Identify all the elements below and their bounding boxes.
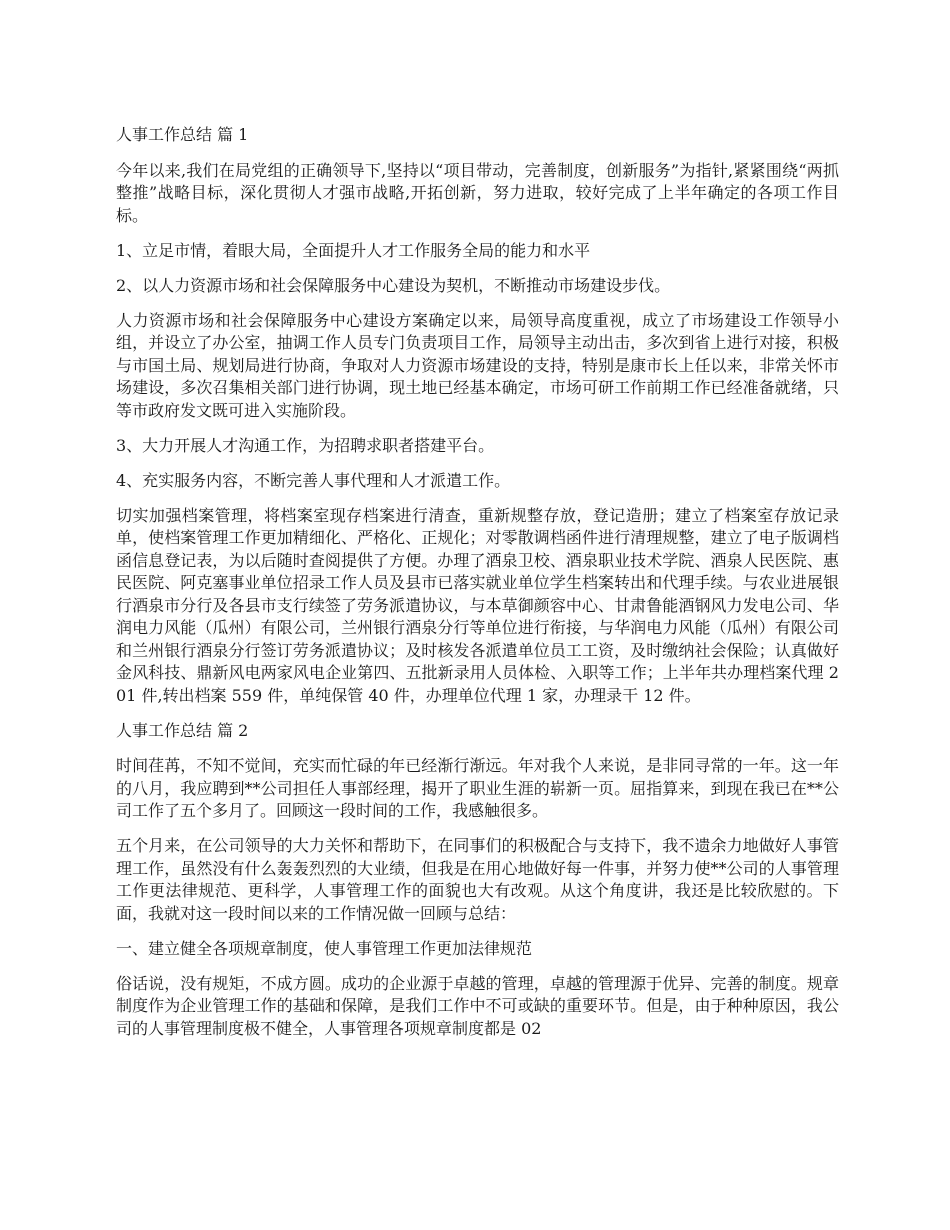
- section-2-item-1: 一、建立健全各项规章制度，使人事管理工作更加法律规范: [116, 938, 533, 958]
- section-1-item-1: 1、立足市情，着眼大局，全面提升人才工作服务全局的能力和水平: [116, 240, 591, 260]
- section-1-archive-paragraph: 切实加强档案管理，将档案室现存档案进行清查，重新规整存放，登记造册；建立了档案室存放记录单，使档案管理工作更加精细化、严格化、正规化；对零散调档函件进行清理规整，建立了电子版调档函信息登记表，为以后随时查阅提供了方便。办理了酒泉卫校、酒泉职业技术学院、酒泉人民医院、惠民医院、阿克塞事业单位招录工作人员及县市已落实就业单位学生档案转出和代理手续。与农业进展银行酒泉市分行及各县市支行续签了劳务派遣协议，与本草御颜容中心、甘肃鲁能酒钢风力发电公司、华润电力风能（瓜州）有限公司，兰州银行酒泉分行等单位进行衔接，与华润电力风能（瓜州）有限公司和兰州银行酒泉分行签订劳务派遣协议；及时核发各派遣单位员工工资，及时缴纳社会保险；认真做好金风科技、鼎新风电两家风电企业第四、五批新录用人员体检、入职等工作；上半年共办理档案代理 201 件,转出档案 559 件，单纯保管 40 件，办理单位代理 1 家，办理录干 12 件。: [116, 505, 839, 705]
- section-2-rules-paragraph: 俗话说，没有规矩，不成方圆。成功的企业源于卓越的管理，卓越的管理源于优异、完善的制度。规章制度作为企业管理工作的基础和保障，是我们工作中不可或缺的重要环节。但是，由于种种原因，我公司的人事管理制度极不健全，人事管理各项规章制度都是 02: [116, 973, 839, 1038]
- section-2-title: 人事工作总结 篇 2: [116, 720, 249, 740]
- section-1-intro-paragraph: 今年以来,我们在局党组的正确领导下,坚持以“项目带动，完善制度，创新服务”为指针,紧紧围绕“两抓整推”战略目标，深化贯彻人才强市战略,开拓创新，努力进取，较好完成了上半年确定的各项工作目标。: [116, 160, 839, 225]
- section-2-intro-paragraph: 时间荏苒，不知不觉间，充实而忙碌的年已经渐行渐远。年对我个人来说，是非同寻常的一年。这一年的八月，我应聘到**公司担任人事部经理，揭开了职业生涯的崭新一页。屈指算来，到现在我已在**公司工作了五个多月了。回顾这一段时间的工作，我感触很多。: [116, 756, 839, 820]
- section-1-market-paragraph: 人力资源市场和社会保障服务中心建设方案确定以来，局领导高度重视，成立了市场建设工作领导小组，并设立了办公室，抽调工作人员专门负责项目工作，局领导主动出击，多次到省上进行对接，积极与市国土局、规划局进行协商，争取对人力资源市场建设的支持，特别是康市长上任以来，非常关怀市场建设，多次召集相关部门进行协调，现土地已经基本确定，市场可研工作前期工作已经准备就绪，只等市政府发文既可进入实施阶段。: [116, 310, 839, 420]
- section-1-item-4: 4、充实服务内容，不断完善人事代理和人才派遣工作。: [116, 470, 511, 490]
- section-1-title: 人事工作总结 篇 1: [116, 125, 249, 144]
- section-1-item-3: 3、大力开展人才沟通工作，为招聘求职者搭建平台。: [116, 435, 495, 455]
- section-1-item-2: 2、以人力资源市场和社会保障服务中心建设为契机，不断推动市场建设步伐。: [116, 275, 671, 295]
- document-page: [116, 124, 839, 1053]
- section-2-review-paragraph: 五个月来，在公司领导的大力关怀和帮助下，在同事们的积极配合与支持下，我不遗余力地做好人事管理工作，虽然没有什么轰轰烈烈的大业绩，但我是在用心地做好每一件事，并努力使**公司的人事管理工作更法律规范、更科学，人事管理工作的面貌也大有改观。从这个角度讲，我还是比较欣慰的。下面，我就对这一段时间以来的工作情况做一回顾与总结：: [116, 836, 839, 923]
